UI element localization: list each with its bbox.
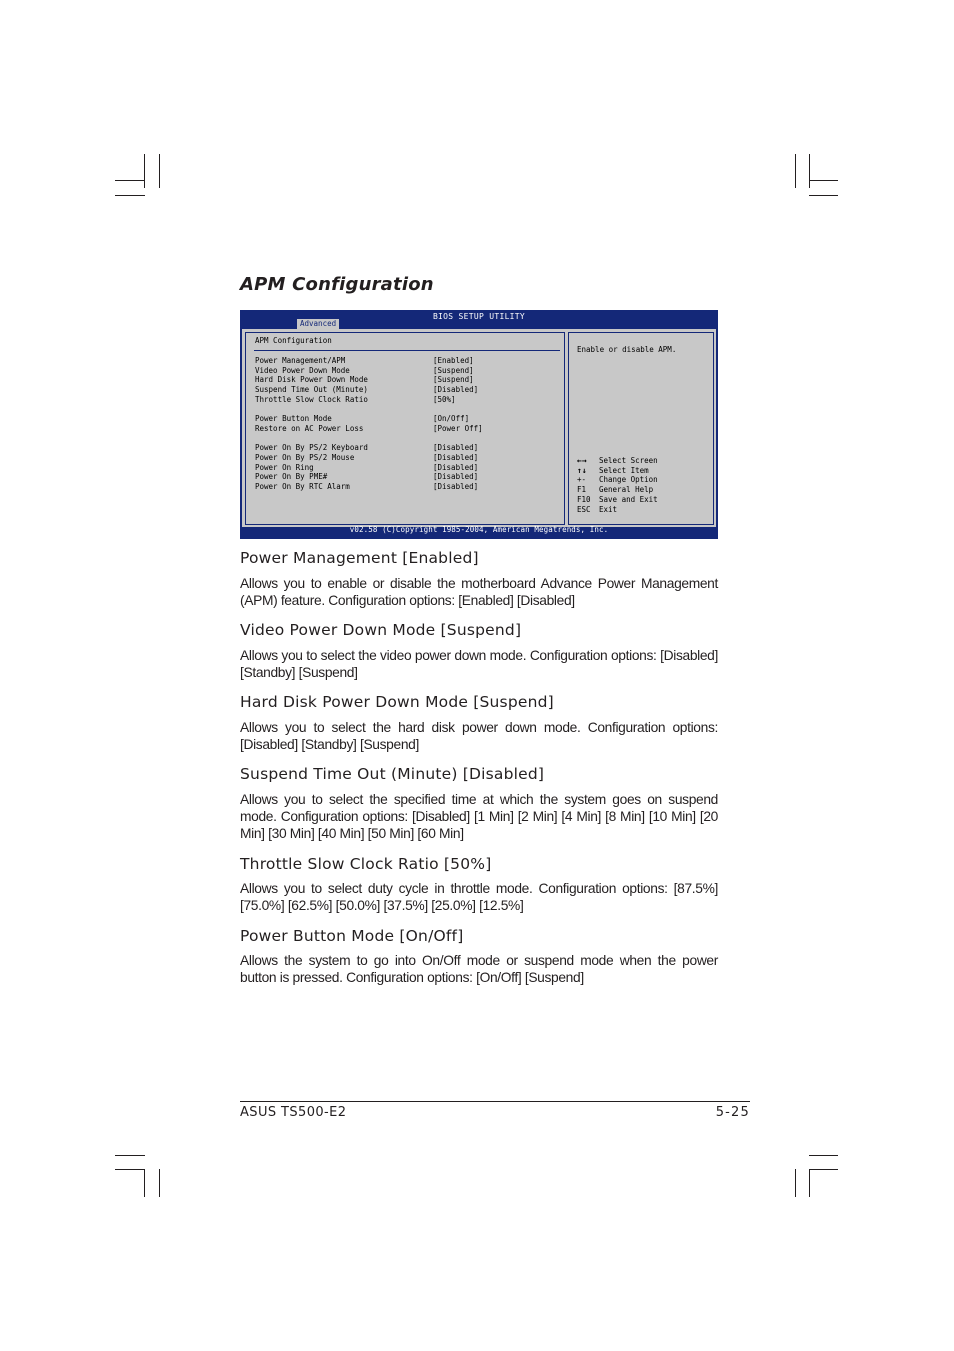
key-name: F1 <box>577 485 587 495</box>
crop-mark <box>809 154 810 188</box>
setting-row[interactable] <box>255 424 555 434</box>
setting-label: Suspend Time Out (Minute) <box>255 385 368 395</box>
setting-value[interactable]: [On/Off] <box>433 414 470 424</box>
key-name: F10 <box>577 494 591 504</box>
left-right-arrow-icon: ←→ <box>577 456 587 465</box>
crop-mark <box>809 1169 810 1197</box>
crop-mark <box>809 180 838 181</box>
item-description: Allows you to select duty cycle in throttle mode. Configuration options: [87.5%] [75.0%] [62.5%] [50.0%] [37.5%] [25.0%] [12.5%] <box>240 881 718 913</box>
crop-mark <box>809 195 838 196</box>
key-name: ESC <box>577 504 591 514</box>
setting-label: Video Power Down Mode <box>255 365 350 375</box>
setting-label: Restore on AC Power Loss <box>255 423 364 433</box>
key-description: General Help <box>599 485 654 495</box>
crop-mark <box>159 154 160 188</box>
help-panel <box>568 332 714 525</box>
key-name: +- <box>577 475 587 485</box>
key-legend-item <box>577 475 707 485</box>
setting-row[interactable] <box>255 443 555 453</box>
bios-frame <box>242 329 716 527</box>
help-text: Enable or disable APM. <box>577 345 677 354</box>
crop-mark <box>795 1169 796 1197</box>
item-heading: Video Power Down Mode [Suspend] <box>240 621 522 639</box>
key-legend-item <box>577 485 707 495</box>
item-description: Allows you to select the specified time at which the system goes on suspend mode. Configuration options: [Disabled] [1 Min] [2 Min] [4 Min] [8 Min] [10 Min] [20 Min] [30 Min] [40 Min] [50 Min] [60 Min] <box>240 792 718 841</box>
setting-label: Power On Ring <box>255 462 314 472</box>
crop-mark <box>809 1169 838 1170</box>
crop-mark <box>159 1169 160 1197</box>
key-description: Select Item <box>599 465 649 475</box>
page-number: 5-25 <box>715 1105 750 1120</box>
item-description: Allows you to select the video power down mode. Configuration options: [Disabled] [Standby] [Suspend] <box>240 648 718 680</box>
setting-row[interactable] <box>255 482 555 492</box>
key-legend-item <box>577 466 707 476</box>
crop-mark <box>115 1169 145 1170</box>
item-heading: Suspend Time Out (Minute) [Disabled] <box>240 765 545 783</box>
up-down-arrow-icon: ↑↓ <box>577 465 587 475</box>
setting-row[interactable] <box>255 453 555 463</box>
setting-row[interactable] <box>255 385 555 395</box>
item-heading: Hard Disk Power Down Mode [Suspend] <box>240 693 554 711</box>
settings-panel <box>245 332 565 525</box>
bios-screenshot <box>240 310 718 539</box>
setting-row[interactable] <box>255 366 555 376</box>
setting-row[interactable] <box>255 472 555 482</box>
item-heading: Power Button Mode [On/Off] <box>240 927 464 945</box>
crop-mark <box>115 195 145 196</box>
key-description: Select Screen <box>599 456 658 465</box>
key-legend-item <box>577 495 707 505</box>
setting-row[interactable] <box>255 463 555 473</box>
tab-advanced[interactable]: Advanced <box>297 319 339 329</box>
item-heading: Power Management [Enabled] <box>240 549 479 567</box>
item-heading: Throttle Slow Clock Ratio [50%] <box>240 855 492 873</box>
setting-value[interactable]: [Disabled] <box>433 462 479 472</box>
setting-value[interactable]: [Enabled] <box>433 356 474 365</box>
setting-label: Power On By PS/2 Keyboard <box>255 443 368 453</box>
crop-mark <box>115 180 145 181</box>
item-description: Allows the system to go into On/Off mode or suspend mode when the power button is pressed. Configuration options: [On/Off] [Suspend] <box>240 953 718 985</box>
setting-label: Throttle Slow Clock Ratio <box>255 394 368 404</box>
setting-value[interactable]: [Power Off] <box>433 423 483 433</box>
setting-row[interactable] <box>255 395 555 405</box>
item-description: Allows you to enable or disable the motherboard Advance Power Management (APM) feature. Configuration options: [Enabled] [Disabled] <box>240 576 718 608</box>
heading-rule <box>254 350 560 351</box>
setting-row[interactable] <box>255 356 555 366</box>
setting-label: Power Button Mode <box>255 414 332 424</box>
setting-label: Power Management/APM <box>255 356 346 365</box>
key-legend-item <box>577 505 707 515</box>
key-description: Exit <box>599 504 618 514</box>
crop-mark <box>795 154 796 188</box>
setting-label: Hard Disk Power Down Mode <box>255 375 368 385</box>
crop-mark <box>115 1155 145 1156</box>
setting-row[interactable] <box>255 375 555 385</box>
bios-title: BIOS SETUP UTILITY <box>432 312 526 321</box>
setting-value[interactable]: [Suspend] <box>433 375 474 385</box>
bios-panel-heading: APM Configuration <box>255 336 332 345</box>
setting-value[interactable]: [Disabled] <box>433 443 479 453</box>
crop-mark <box>144 1169 145 1197</box>
key-description: Change Option <box>599 475 658 485</box>
setting-label: Power On By PME# <box>255 472 328 482</box>
setting-value[interactable]: [Disabled] <box>433 453 479 462</box>
section-title: APM Configuration <box>240 274 434 295</box>
setting-value[interactable]: [Disabled] <box>433 385 479 395</box>
crop-mark <box>809 1155 838 1156</box>
crop-mark <box>144 154 145 188</box>
footer-rule <box>240 1101 750 1102</box>
setting-label: Power On By PS/2 Mouse <box>255 453 355 462</box>
setting-value[interactable]: [Suspend] <box>433 365 474 375</box>
setting-row[interactable] <box>255 414 555 424</box>
setting-value[interactable]: [50%] <box>433 394 456 404</box>
footer-product-name: ASUS TS500-E2 <box>240 1105 347 1120</box>
setting-value[interactable]: [Disabled] <box>433 482 479 492</box>
key-description: Save and Exit <box>599 494 658 504</box>
item-description: Allows you to select the hard disk power down mode. Configuration options: [Disabled] [Standby] [Suspend] <box>240 720 718 752</box>
key-legend-item <box>577 456 707 466</box>
setting-value[interactable]: [Disabled] <box>433 472 479 482</box>
setting-label: Power On By RTC Alarm <box>255 482 350 492</box>
bios-copyright: v02.58 (C)Copyright 1985-2004, American Megatrends, Inc. <box>349 525 609 534</box>
